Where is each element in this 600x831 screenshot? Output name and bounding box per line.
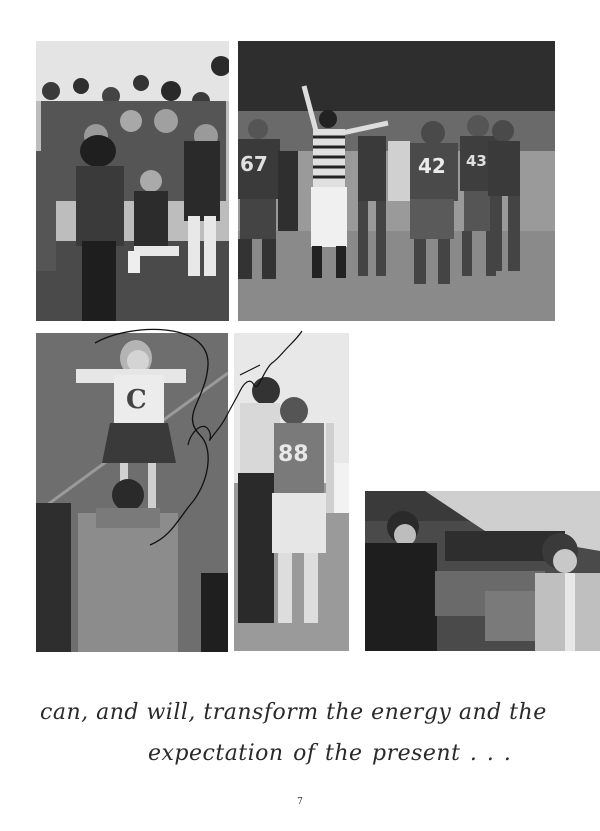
jersey-number-43: 43: [466, 152, 487, 170]
injured-player-photo: [365, 491, 600, 651]
football-game-photo: [238, 41, 555, 321]
cheerleader-photo: [36, 333, 228, 652]
caption-line-2: expectation of the present . . .: [148, 741, 512, 766]
svg-text:C: C: [126, 385, 147, 415]
page-number: 7: [297, 797, 303, 807]
caption-line-1: can, and will, transform the energy and the: [40, 700, 547, 725]
jersey-number-67: 67: [240, 152, 268, 176]
crowd-photo: [36, 41, 229, 321]
player-88-photo: [234, 333, 349, 651]
jersey-number-88: 88: [278, 442, 309, 467]
jersey-number-42: 42: [418, 154, 446, 178]
